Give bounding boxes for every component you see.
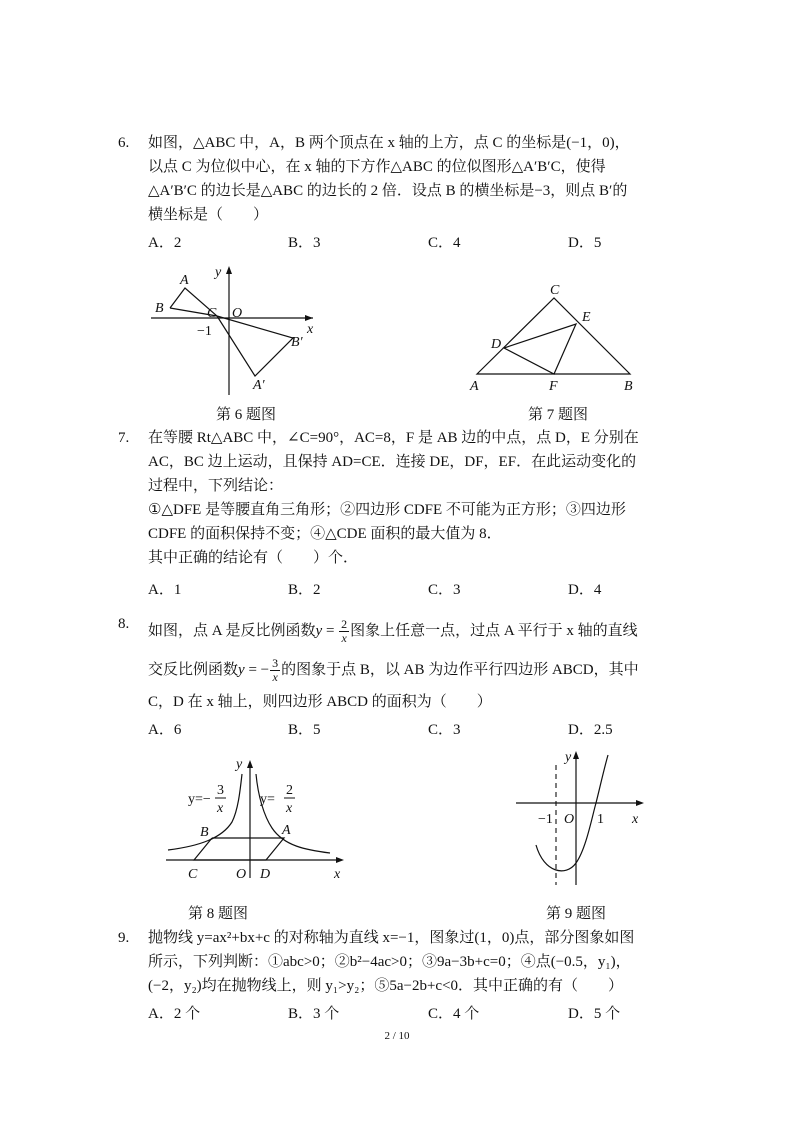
fraction-numerator: 3 bbox=[272, 655, 279, 670]
label-num-2: 2 bbox=[286, 783, 293, 798]
fraction-3-over-x bbox=[270, 657, 280, 684]
text-run: 图象上任意一点，过点 A 平行于 x 轴的直线 bbox=[350, 623, 638, 639]
fn-y: y bbox=[238, 662, 245, 678]
question-text-line: △A′B′C 的边长是△ABC 的边长的 2 倍．设点 B 的横坐标是−3，则点 B′的 bbox=[148, 183, 628, 199]
label-a: A bbox=[282, 823, 291, 838]
label-a-prime: A′ bbox=[253, 378, 265, 393]
label-x: x bbox=[307, 322, 314, 337]
label-den-x: x bbox=[286, 801, 293, 816]
caption-fig6: 第 6 题图 bbox=[216, 407, 277, 423]
choices-q7 bbox=[148, 578, 688, 602]
label-f: F bbox=[549, 379, 558, 394]
fraction-numerator: 2 bbox=[341, 616, 348, 631]
fn-y: y bbox=[315, 623, 323, 639]
question-text-line: 如图，△ABC 中，A，B 两个顶点在 x 轴的上方，点 C 的坐标是(−1，0)， bbox=[148, 135, 630, 151]
label-b: B bbox=[624, 379, 633, 394]
choice-b: B．2 bbox=[288, 582, 321, 598]
label-x: x bbox=[334, 867, 341, 882]
label-num-3: 3 bbox=[217, 783, 224, 798]
question-text-line: 在等腰 Rt△ABC 中，∠C=90°，AC=8，F 是 AB 边的中点，点 D，E 分别在 bbox=[148, 430, 639, 446]
text-run: 如图，点 A 是反比例函数 bbox=[148, 623, 316, 639]
question-text-line: 横坐标是（ ） bbox=[148, 207, 269, 223]
choices-q8 bbox=[148, 718, 688, 742]
choice-c: C．4 个 bbox=[428, 1006, 480, 1022]
question-text-line: 其中正确的结论有（ ）个． bbox=[148, 550, 359, 566]
caption-fig7: 第 7 题图 bbox=[528, 407, 589, 423]
question-text-line bbox=[148, 650, 688, 690]
label-d: D bbox=[491, 337, 502, 352]
label-c: C bbox=[188, 867, 198, 882]
question-text-line: 抛物线 y=ax²+bx+c 的对称轴为直线 x=−1，图象过(1，0)点，部分图象如图 bbox=[148, 930, 635, 946]
choice-a: A．2 bbox=[148, 235, 182, 251]
label-minus-one: −1 bbox=[538, 812, 553, 827]
figure-9 bbox=[510, 745, 660, 890]
question-text-line: C，D 在 x 轴上，则四边形 ABCD 的面积为（ ） bbox=[148, 694, 492, 710]
choice-c: C．3 bbox=[428, 722, 461, 738]
label-y-neg: y=− bbox=[188, 792, 211, 807]
choice-c: C．4 bbox=[428, 235, 461, 251]
question-number: 7. bbox=[118, 430, 130, 446]
question-text-line: 过程中，下列结论： bbox=[148, 478, 284, 494]
page-number: 2 / 10 bbox=[384, 1030, 410, 1042]
label-a: A bbox=[470, 379, 479, 394]
label-o: O bbox=[236, 867, 247, 882]
question-text-line: CDFE 的面积保持不变；④△CDE 面积的最大值为 8． bbox=[148, 526, 502, 542]
label-den-x: x bbox=[217, 801, 224, 816]
question-text-line: (−2，y₂)均在抛物线上，则 y₁>y₂；⑤5a−2b+c<0．其中正确的有（ ） bbox=[148, 978, 624, 994]
label-e: E bbox=[582, 310, 591, 325]
caption-fig9: 第 9 题图 bbox=[546, 906, 607, 922]
label-d: D bbox=[260, 867, 271, 882]
label-y-pos: y= bbox=[260, 792, 275, 807]
fn-eq: = − bbox=[244, 662, 270, 678]
label-minus-one: −1 bbox=[197, 324, 212, 339]
label-b: B bbox=[155, 301, 164, 316]
figure-8 bbox=[160, 752, 350, 882]
question-number: 6. bbox=[118, 135, 130, 151]
choice-b: B．3 个 bbox=[288, 1006, 340, 1022]
figure-7 bbox=[462, 278, 642, 398]
question-number: 8. bbox=[118, 616, 130, 632]
label-a: A bbox=[180, 273, 189, 288]
question-number: 9. bbox=[118, 930, 130, 946]
question-8 bbox=[118, 612, 688, 714]
label-y: y bbox=[236, 757, 243, 772]
choice-d: D．5 个 bbox=[568, 1006, 621, 1022]
fraction-2-over-x bbox=[339, 618, 349, 645]
question-text-line: AC，BC 边上运动，且保持 AD=CE．连接 DE，DF，EF．在此运动变化的 bbox=[148, 454, 637, 470]
choice-a: A．1 bbox=[148, 582, 182, 598]
label-b-prime: B′ bbox=[291, 335, 303, 350]
text-run: 交反比例函数 bbox=[148, 662, 239, 678]
text-run: 的图象于点 B，以 AB 为边作平行四边形 ABCD，其中 bbox=[281, 662, 639, 678]
fn-eq: = bbox=[322, 623, 339, 639]
question-text-line: 所示，下列判断：①abc>0；②b²−4ac>0；③9a−3b+c=0；④点(−0.5，y₁)， bbox=[148, 954, 631, 970]
label-o: O bbox=[232, 306, 243, 321]
question-text-line: ①△DFE 是等腰直角三角形；②四边形 CDFE 不可能为正方形；③四边形 bbox=[148, 502, 626, 518]
choice-b: B．3 bbox=[288, 235, 321, 251]
question-text-line: 以点 C 为位似中心，在 x 轴的下方作△ABC 的位似图形△A′B′C，使得 bbox=[148, 159, 606, 175]
question-7 bbox=[118, 426, 688, 570]
label-o: O bbox=[564, 812, 575, 827]
question-9 bbox=[118, 926, 688, 998]
question-6 bbox=[118, 131, 688, 227]
label-y: y bbox=[215, 265, 222, 280]
label-c: C bbox=[207, 306, 217, 321]
choices-q9 bbox=[148, 1002, 688, 1026]
choice-a: A．6 bbox=[148, 722, 182, 738]
choice-a: A．2 个 bbox=[148, 1006, 201, 1022]
choices-q6 bbox=[148, 231, 688, 255]
figure-6 bbox=[145, 258, 325, 398]
fraction-denominator: x bbox=[272, 669, 278, 684]
choice-d: D．2.5 bbox=[568, 722, 613, 738]
question-text-line bbox=[148, 612, 688, 650]
label-x: x bbox=[632, 812, 639, 827]
label-y: y bbox=[565, 750, 572, 765]
choice-d: D．4 bbox=[568, 582, 602, 598]
label-b: B bbox=[200, 825, 209, 840]
choice-c: C．3 bbox=[428, 582, 461, 598]
choice-b: B．5 bbox=[288, 722, 321, 738]
label-c: C bbox=[550, 283, 560, 298]
choice-d: D．5 bbox=[568, 235, 602, 251]
caption-fig8: 第 8 题图 bbox=[188, 906, 249, 922]
fraction-denominator: x bbox=[341, 630, 347, 645]
label-one: 1 bbox=[597, 812, 604, 827]
